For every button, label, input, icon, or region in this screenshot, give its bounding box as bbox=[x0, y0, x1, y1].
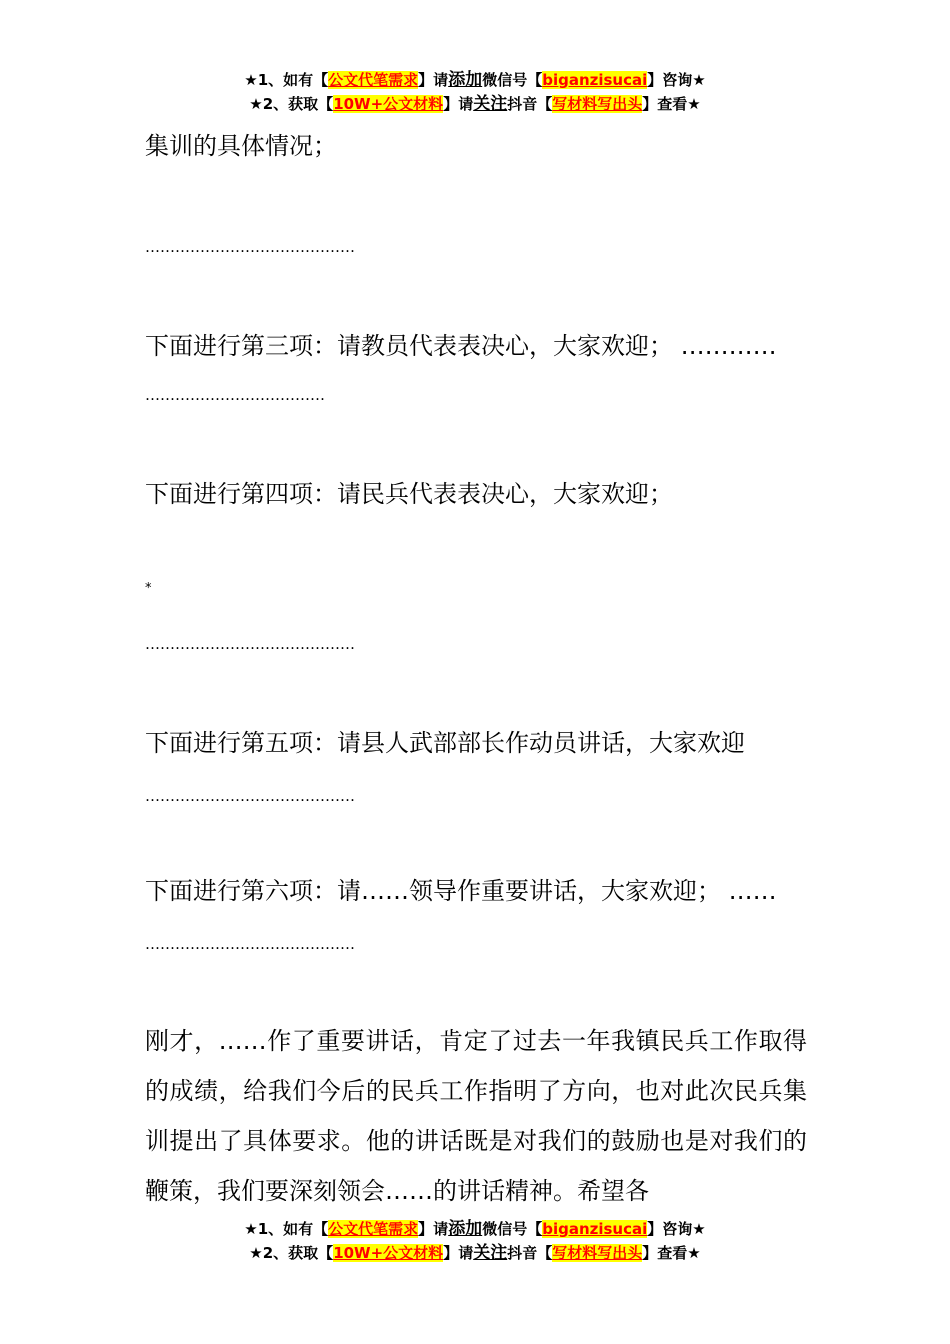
paragraph-training-status: 集训的具体情况； bbox=[145, 132, 337, 160]
header-ad-2-text-2: 抖音【 bbox=[507, 95, 553, 113]
header-ad-line-2 bbox=[0, 92, 950, 116]
footer-ad-1-prefix: ★1、如有【 bbox=[244, 1220, 329, 1238]
ellipsis-line-2: …………………………………… bbox=[145, 635, 355, 653]
footer-ad-2-text: 】请 bbox=[443, 1244, 474, 1262]
footer-ad-2-prefix: ★2、获取【 bbox=[249, 1244, 334, 1262]
footer-ad-2-highlight-douyin: 写材料写出头 bbox=[552, 1244, 643, 1262]
header-banner bbox=[0, 68, 950, 116]
footer-ad-2-emphasis: 关注 bbox=[473, 1243, 508, 1263]
footer-ad-1-text-2: 微信号【 bbox=[482, 1220, 543, 1238]
header-ad-2-highlight-douyin: 写材料写出头 bbox=[552, 95, 643, 113]
footer-ad-1-highlight-service: 公文代笔需求 bbox=[328, 1220, 419, 1238]
footer-ad-2-text-2: 抖音【 bbox=[507, 1244, 553, 1262]
header-ad-line-1 bbox=[0, 68, 950, 92]
header-ad-1-suffix: 】咨询★ bbox=[647, 71, 706, 89]
header-ad-1-text-2: 微信号【 bbox=[482, 71, 543, 89]
footer-ad-2-highlight-materials: 10W+公文材料 bbox=[333, 1244, 444, 1262]
header-ad-2-suffix: 】查看★ bbox=[642, 95, 701, 113]
header-ad-2-prefix: ★2、获取【 bbox=[249, 95, 334, 113]
header-ad-1-highlight-wechat: biganzisucai bbox=[542, 71, 648, 89]
paragraph-item-five: 下面进行第五项：请县人武部部长作动员讲话，大家欢迎 bbox=[145, 729, 745, 757]
footer-banner bbox=[0, 1217, 950, 1265]
paragraph-closing-remarks: 刚才，……作了重要讲话，肯定了过去一年我镇民兵工作取得的成绩，给我们今后的民兵工作指明了方向，也对此次民兵集训提出了具体要求。他的讲话既是对我们的鼓励也是对我们的鞭策，我们要深刻领会……的讲话精神。希望各 bbox=[145, 1027, 807, 1205]
header-ad-2-highlight-materials: 10W+公文材料 bbox=[333, 95, 444, 113]
header-ad-1-highlight-service: 公文代笔需求 bbox=[328, 71, 419, 89]
ellipsis-line-3: …………………………………… bbox=[145, 787, 355, 805]
asterisk-mark: * bbox=[145, 581, 152, 596]
header-ad-1-prefix: ★1、如有【 bbox=[244, 71, 329, 89]
footer-ad-1-suffix: 】咨询★ bbox=[647, 1220, 706, 1238]
paragraph-item-four: 下面进行第四项：请民兵代表表决心，大家欢迎； bbox=[145, 480, 673, 508]
paragraph-item-six: 下面进行第六项：请……领导作重要讲话，大家欢迎； …… bbox=[145, 877, 777, 905]
footer-ad-1-text: 】请 bbox=[418, 1220, 449, 1238]
paragraph-item-three-continuation: ……………………………… bbox=[145, 386, 325, 404]
ellipsis-line-1: …………………………………… bbox=[145, 238, 355, 256]
header-ad-1-text: 】请 bbox=[418, 71, 449, 89]
paragraph-item-six-continuation: …………………………………… bbox=[145, 935, 355, 953]
header-ad-1-emphasis: 添加 bbox=[448, 70, 483, 90]
footer-ad-1-emphasis: 添加 bbox=[448, 1219, 483, 1239]
footer-ad-line-1 bbox=[0, 1217, 950, 1241]
header-ad-2-emphasis: 关注 bbox=[473, 94, 508, 114]
paragraph-item-three: 下面进行第三项：请教员代表表决心，大家欢迎； ………… bbox=[145, 332, 777, 360]
footer-ad-1-highlight-wechat: biganzisucai bbox=[542, 1220, 648, 1238]
header-ad-2-text: 】请 bbox=[443, 95, 474, 113]
footer-ad-2-suffix: 】查看★ bbox=[642, 1244, 701, 1262]
footer-ad-line-2 bbox=[0, 1241, 950, 1265]
